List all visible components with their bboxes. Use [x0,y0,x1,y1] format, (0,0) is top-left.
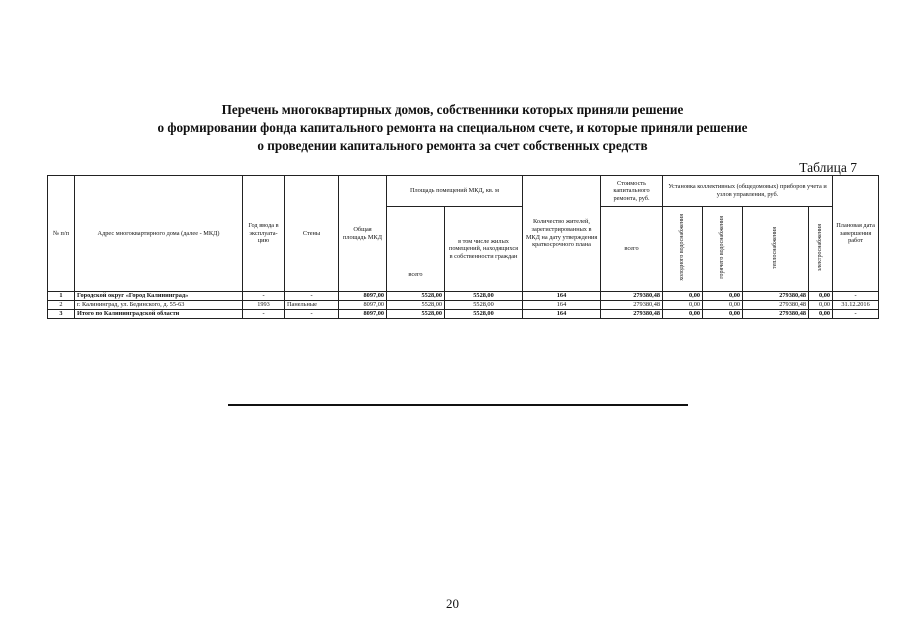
cell-planned-date: - [833,310,879,319]
cell-premises-residential: 5528,00 [445,301,523,310]
cell-residents: 164 [523,292,601,301]
header-cold-water-label: холодного водоснабжения [678,214,685,282]
cell-walls: Панельные [285,301,339,310]
header-planned-date: Плановая дата завершения работ [833,176,879,292]
header-address: Адрес многоквартирного дома (далее - МКД) [75,176,243,292]
header-residents: Количество жителей, зарегистрированных в МКД на дату утверждения краткосрочного плана [523,176,601,292]
cell-heat: 279380,48 [743,292,809,301]
header-walls: Стены [285,176,339,292]
cell-year: - [243,292,285,301]
header-heat-label: теплоснабжения [771,226,778,269]
cell-hot-water: 0,00 [703,292,743,301]
cell-num: 3 [48,310,75,319]
cell-heat: 279380,48 [743,310,809,319]
cell-cost-total: 279380,48 [601,310,663,319]
cell-heat: 279380,48 [743,301,809,310]
cell-walls: - [285,310,339,319]
header-cold-water [663,207,703,292]
cell-cost-total: 279380,48 [601,292,663,301]
cell-total-area: 8097,00 [339,292,387,301]
cell-premises-residential: 5528,00 [445,292,523,301]
table-row [48,292,879,301]
cell-hot-water: 0,00 [703,301,743,310]
cell-cold-water: 0,00 [663,292,703,301]
header-cost: Стоимость капитального ремонта, руб. [601,176,663,207]
header-electricity [809,207,833,292]
cell-premises-residential: 5528,00 [445,310,523,319]
header-year: Год ввода в эксплуата-цию [243,176,285,292]
cell-total-area: 8097,00 [339,301,387,310]
cell-premises-total: 5528,00 [387,301,445,310]
cell-premises-total: 5528,00 [387,310,445,319]
cell-cold-water: 0,00 [663,301,703,310]
cell-address: г. Калининград, ул. Бединского, д. 55-63 [75,301,243,310]
header-meters: Установка коллективных (общедомовых) приборов учета и узлов управления, руб. [663,176,833,207]
cell-electricity: 0,00 [809,301,833,310]
header-cost-total: всего [601,207,663,292]
cell-address: Городской округ «Город Калининград» [75,292,243,301]
table-row [48,310,879,319]
cell-cold-water: 0,00 [663,310,703,319]
cell-electricity: 0,00 [809,310,833,319]
cell-premises-total: 5528,00 [387,292,445,301]
header-premises-area: Площадь помещений МКД, кв. м [387,176,523,207]
cell-planned-date: - [833,292,879,301]
title-line-3: о проведении капитального ремонта за счет собственных средств [257,138,648,153]
header-heat [743,207,809,292]
page-number: 20 [446,596,459,611]
cell-electricity: 0,00 [809,292,833,301]
header-hot-water [703,207,743,292]
cell-residents: 164 [523,310,601,319]
table-header-row-1 [48,176,879,207]
title-line-2: о формировании фонда капитального ремонта на специальном счете, и которые приняли решение [157,120,748,135]
cell-hot-water: 0,00 [703,310,743,319]
header-hot-water-label: горячего водоснабжения [718,216,725,280]
mkd-table [47,175,879,319]
cell-num: 2 [48,301,75,310]
document-title [60,101,845,155]
header-num: № п/п [48,176,75,292]
cell-residents: 164 [523,301,601,310]
table-label: Таблица 7 [799,160,857,175]
table-row [48,301,879,310]
cell-walls: - [285,292,339,301]
cell-num: 1 [48,292,75,301]
cell-cost-total: 279380,48 [601,301,663,310]
title-line-1: Перечень многоквартирных домов, собственники которых приняли решение [221,102,684,117]
cell-planned-date: 31.12.2016 [833,301,879,310]
header-electricity-label: электроснабжения [816,224,823,272]
header-premises-total: всего [387,207,445,292]
header-total-area: Общая площадь МКД [339,176,387,292]
cell-total-area: 8097,00 [339,310,387,319]
cell-address: Итого по Калининградской области [75,310,243,319]
cell-year: 1993 [243,301,285,310]
header-premises-residential: в том числе жилых помещений, находящихся в собственности граждан [445,207,523,292]
cell-year: - [243,310,285,319]
horizontal-rule [228,404,688,406]
